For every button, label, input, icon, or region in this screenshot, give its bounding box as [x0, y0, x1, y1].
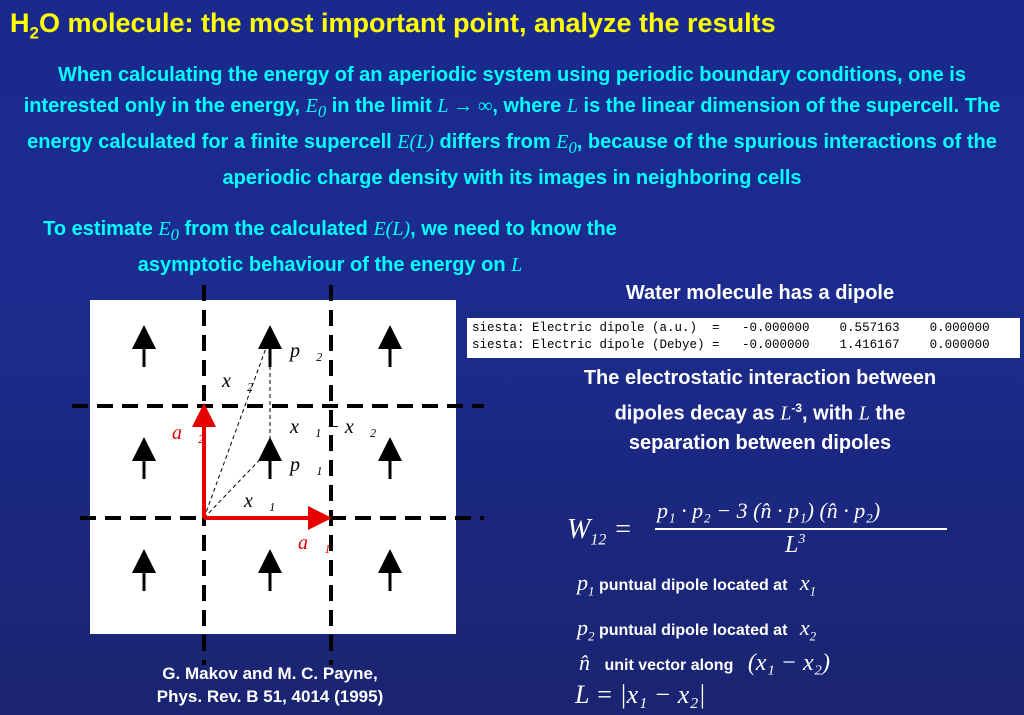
- label-p2: p⃗₂: [290, 340, 323, 362]
- electrostatic-paragraph: The electrostatic interaction between dipoles decay as $L^{-3}$, with L the separation between dipoles: [583, 367, 937, 454]
- legend-p1: $p_1$ puntual dipole located at $x_1$: [577, 570, 817, 599]
- e0-symbol: $E_0$: [305, 95, 327, 121]
- dipole-line-au: siesta: Electric dipole (a.u.) = -0.000000 0.557163 0.000000: [472, 321, 990, 335]
- dipole-line-debye: siesta: Electric dipole (Debye) = -0.000000 1.416167 0.000000: [472, 338, 990, 352]
- fraction-bar: [655, 528, 947, 530]
- limit-expr: L → ∞: [437, 95, 493, 117]
- legend-p2: $p_2$ puntual dipole located at $x_2$: [577, 615, 817, 644]
- intro-paragraph: When calculating the energy of an aperiodic system using periodic boundary conditions, one is interested only in the energy, $E_0$ in the limit L → ∞, where L is the linear dimension of the supercell. The energy calculated for a finite supercell E(L) differs from $E_0$, because of the spurious interactions of the aperiodic charge density with its images in neighboring cells: [23, 64, 1001, 189]
- label-p1: p⃗₁: [290, 454, 323, 476]
- dipole-interaction-formula: [565, 492, 965, 562]
- formula-lhs: $W_{12}$ =: [567, 514, 633, 549]
- label-a2: a⃗₂: [172, 422, 205, 444]
- label-x2: x⃗₂: [222, 370, 254, 392]
- label-x1-minus-x2: x⃗₁ − x⃗₂: [290, 416, 377, 438]
- formula-denominator: $L^3$: [785, 532, 806, 558]
- lattice-diagram: [72, 285, 484, 665]
- siesta-dipole-output: [467, 318, 1020, 358]
- water-dipole-title: Water molecule has a dipole: [625, 282, 895, 304]
- page-title: $H_2O$ molecule: the most important point, analyze the results: [10, 8, 776, 43]
- legend-L: L = |x₁ − x₂|: [575, 680, 706, 709]
- reference: G. Makov and M. C. Payne, Phys. Rev. B 51, 4014 (1995): [156, 664, 384, 706]
- legend-n: n̂ unit vector along (x₁ − x₂): [579, 650, 830, 676]
- estimate-paragraph: To estimate $E_0$ from the calculated E(L), we need to know the asymptotic behaviour of the energy on L: [43, 218, 617, 276]
- label-a1: a⃗₁: [298, 532, 331, 554]
- formula-numerator: p₁ · p₂ − 3 (n̂ · p₁) (n̂ · p₂): [657, 498, 881, 523]
- label-x1: x⃗₁: [244, 490, 276, 512]
